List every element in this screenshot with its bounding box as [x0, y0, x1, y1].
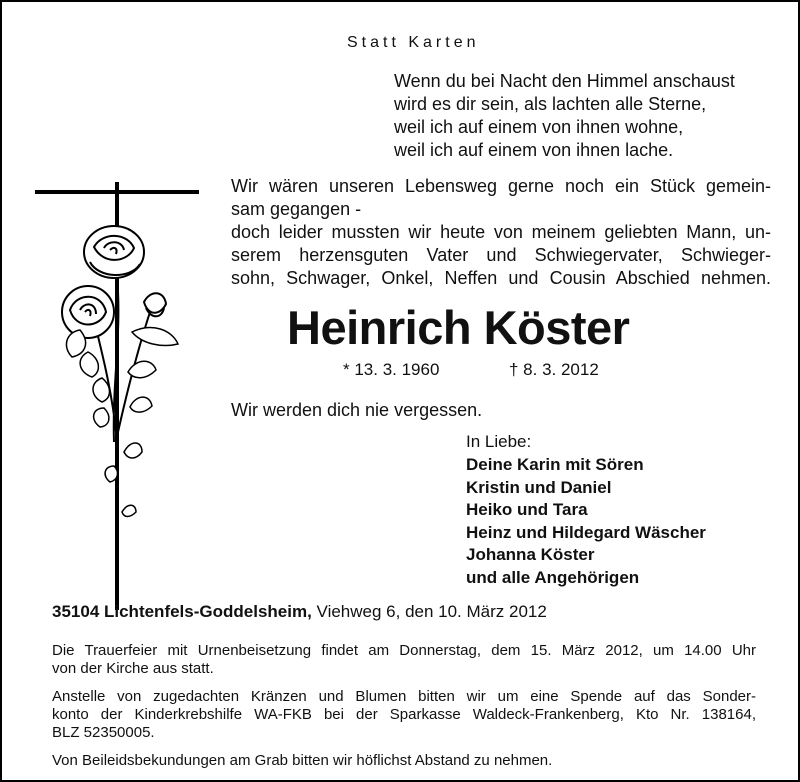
condolence-line: Von Beileidsbekundungen am Grab bitten wir höflichst Abstand zu nehmen.	[52, 752, 553, 769]
mourners-list	[466, 454, 706, 589]
place-date-line	[52, 602, 547, 622]
poem-line: weil ich auf einem von ihnen wohne,	[394, 117, 684, 137]
birth-date: * 13. 3. 1960	[343, 360, 440, 379]
donation-line: konto der Kinderkrebshilfe WA-FKB bei der Sparkasse Waldeck-Frankenberg, Kto Nr. 138164,	[52, 706, 756, 723]
poem-line: wird es dir sein, als lachten alle Sterne,	[394, 94, 707, 114]
funeral-line: Die Trauerfeier mit Urnenbeisetzung findet am Donnerstag, dem 15. März 2012, um 14.00 Uhr	[52, 642, 756, 659]
intro-text	[231, 175, 771, 290]
intro-line: doch leider mussten wir heute von meinem geliebten Mann, un-	[231, 222, 771, 242]
mourner-name: und alle Angehörigen	[466, 567, 640, 587]
donation-line: Anstelle von zugedachten Kränzen und Blumen bitten wir um eine Spende auf das Sonder-	[52, 688, 756, 705]
place-address-date: Viehweg 6, den 10. März 2012	[311, 602, 547, 621]
intro-line: serem herzensguten Vater und Schwiegervater, Schwieger-	[231, 245, 771, 265]
poem	[394, 70, 735, 162]
header-statt-karten: Statt Karten	[347, 34, 480, 51]
poem-line: Wenn du bei Nacht den Himmel anschaust	[394, 71, 735, 91]
cross-with-roses-icon	[32, 182, 212, 612]
intro-line: sam gegangen -	[231, 199, 362, 219]
intro-line: Wir wären unseren Lebensweg gerne noch ein Stück gemein-	[231, 176, 771, 196]
mourner-name: Heiko und Tara	[466, 500, 588, 519]
farewell-line: Wir werden dich nie vergessen.	[231, 400, 483, 420]
funeral-line: von der Kirche aus statt.	[52, 660, 214, 677]
mourners-intro: In Liebe:	[466, 432, 532, 451]
condolence-notice	[52, 752, 756, 770]
mourner-name: Deine Karin mit Sören	[466, 455, 644, 474]
mourner-name: Kristin und Daniel	[466, 477, 612, 497]
funeral-notice	[52, 642, 756, 678]
intro-line: sohn, Schwager, Onkel, Neffen und Cousin Abschied nehmen.	[231, 268, 771, 288]
death-date: † 8. 3. 2012	[509, 360, 599, 379]
mourner-name: Heinz und Hildegard Wäscher	[466, 522, 706, 542]
mourner-name: Johanna Köster	[466, 545, 595, 564]
place-town: 35104 Lichtenfels-Goddelsheim,	[52, 602, 312, 621]
donation-line: BLZ 52350005.	[52, 724, 155, 741]
poem-line: weil ich auf einem von ihnen lache.	[394, 140, 674, 160]
donation-notice	[52, 688, 756, 742]
deceased-name: Heinrich Köster	[287, 301, 630, 354]
